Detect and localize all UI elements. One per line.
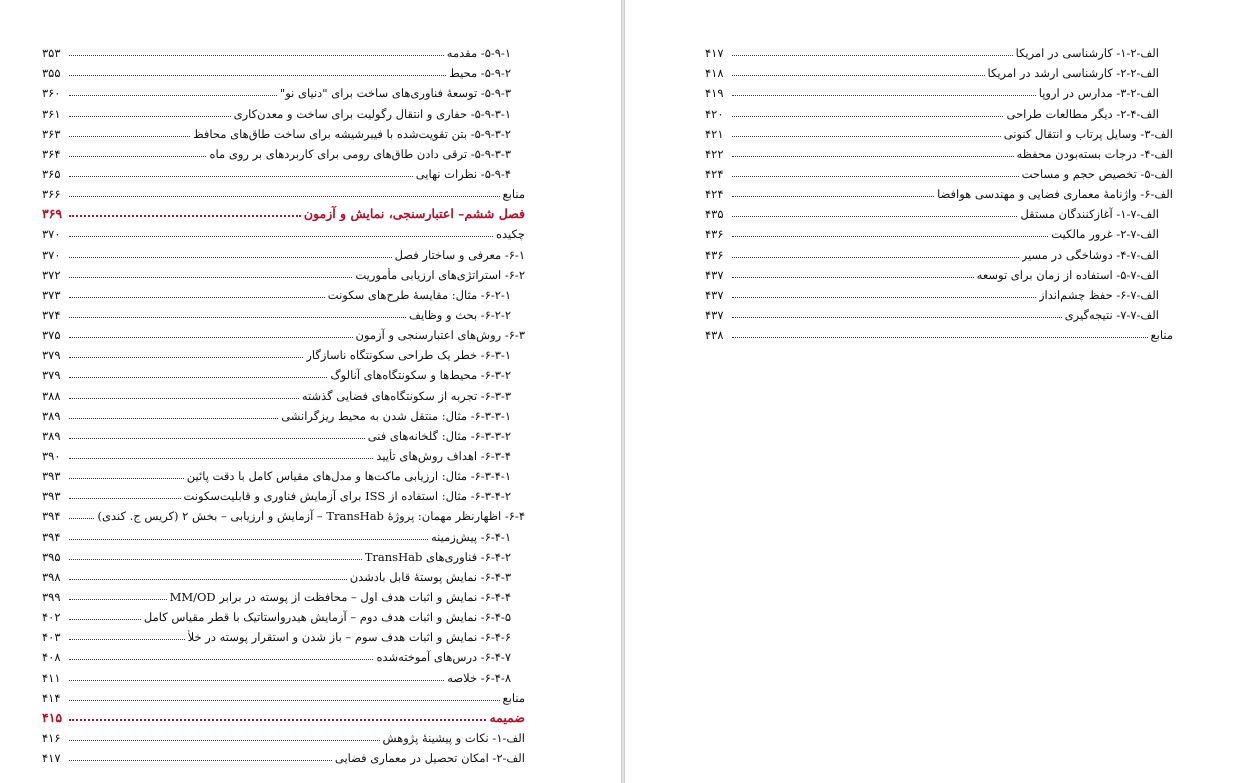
toc-dot-leader <box>69 116 231 117</box>
toc-entry <box>42 161 525 181</box>
toc-entry-title: الف-۶- واژنامهٔ معماری فضایی و مهندسی هوافضا <box>937 187 1173 202</box>
toc-entry-title: ۶-۱- معرفی و ساختار فصل <box>394 247 525 262</box>
toc-page-number: ۳۹۳ <box>42 489 61 504</box>
toc-entry <box>705 161 1173 181</box>
toc-entry <box>705 100 1173 120</box>
toc-dot-leader <box>69 156 206 157</box>
toc-entry <box>42 362 525 382</box>
toc-entry-title: ۶-۴-۷- درس‌های آموخته‌شده <box>376 650 511 665</box>
toc-entry <box>42 564 525 584</box>
toc-entry-title: الف-۲-۳- مدارس در اروپا <box>1038 86 1159 101</box>
toc-entry-title: ۶-۴-۳- نمایش پوستهٔ قابل بادشدن <box>349 569 511 584</box>
toc-dot-leader <box>69 458 373 459</box>
toc-page-number: ۳۹۴ <box>42 529 61 544</box>
toc-dot-leader <box>732 216 1017 217</box>
toc-dot-leader <box>732 297 1036 298</box>
toc-entry <box>42 141 525 161</box>
toc-entry-title: الف-۷-۵- استفاده از زمان برای توسعه <box>976 267 1159 282</box>
toc-dot-leader <box>69 75 446 76</box>
toc-page-number: ۴۱۴ <box>42 690 61 705</box>
toc-page-number: ۳۹۵ <box>42 549 61 564</box>
toc-dot-leader <box>69 680 444 681</box>
toc-entry-title: ۵-۹-۴- نظرات نهایی <box>415 166 511 181</box>
toc-dot-leader <box>69 215 301 217</box>
toc-entry <box>705 60 1173 80</box>
toc-dot-leader <box>732 236 1048 237</box>
toc-entry <box>42 221 525 241</box>
toc-entry-title: ۵-۹-۱- مقدمه <box>446 46 511 61</box>
toc-page-number: ۳۶۵ <box>42 166 61 181</box>
toc-dot-leader <box>69 257 392 258</box>
toc-entry-title: ۶-۴-۴- نمایش و اثبات هدف اول – محافظت از پوسته در برابر MM/OD <box>169 589 511 604</box>
toc-entry-title: ۶-۳-۳-۲- مثال: گلخانه‌های فنی <box>367 428 511 443</box>
toc-page-number: ۴۱۸ <box>705 66 724 81</box>
toc-entry <box>42 463 525 483</box>
toc-dot-leader <box>732 55 1013 56</box>
toc-entry-title: الف-۷-۷- نتیجه‌گیری <box>1064 307 1159 322</box>
toc-entry <box>705 181 1173 201</box>
toc-entry-title: ۵-۹-۳-۲- بتن تقویت‌شده با فیبرشیشه برای ساخت طاق‌های محافظ <box>192 126 511 141</box>
toc-entry-title: ۶-۳- روش‌های اعتبارسنجی و آزمون <box>355 328 525 343</box>
toc-page-number: ۳۸۹ <box>42 428 61 443</box>
toc-dot-leader <box>69 277 352 278</box>
toc-entry <box>705 282 1173 302</box>
toc-entry-title: ۵-۹-۳-۳- ترقی دادن طاق‌های رومی برای کاربردهای بر روی ماه <box>209 146 511 161</box>
toc-dot-leader <box>69 639 185 640</box>
toc-page-number: ۴۳۶ <box>705 247 724 262</box>
toc-entry <box>42 342 525 362</box>
toc-dot-leader <box>732 196 934 197</box>
toc-page-number: ۴۳۶ <box>705 227 724 242</box>
toc-page-number: ۴۰۳ <box>42 630 61 645</box>
toc-entry <box>705 201 1173 221</box>
toc-entry-title: ۶-۳-۲- محیط‌ها و سکونتگاه‌های آنالوگ <box>330 368 511 383</box>
toc-dot-leader <box>69 317 406 318</box>
toc-entry-title: الف-۲-۲- کارشناسی ارشد در امریکا <box>987 66 1159 81</box>
toc-entry <box>42 685 525 705</box>
toc-entry <box>705 141 1173 161</box>
toc-dot-leader <box>69 337 353 338</box>
toc-entry <box>705 80 1173 100</box>
toc-dot-leader <box>69 498 181 499</box>
toc-entry-title: فصل ششم– اعتبارسنجی، نمایش و آزمون <box>303 206 525 222</box>
toc-list-left <box>42 40 525 765</box>
toc-entry <box>42 664 525 684</box>
toc-dot-leader <box>69 539 428 540</box>
toc-page-number: ۴۱۶ <box>42 730 61 745</box>
toc-page-number: ۳۹۸ <box>42 569 61 584</box>
toc-chapter-heading <box>42 201 525 221</box>
toc-page-number: ۳۷۲ <box>42 267 61 282</box>
toc-entry <box>705 322 1173 342</box>
toc-entry <box>42 423 525 443</box>
toc-dot-leader <box>732 277 974 278</box>
toc-page-number: ۴۱۹ <box>705 86 724 101</box>
toc-entry <box>42 745 525 765</box>
toc-entry <box>705 121 1173 141</box>
toc-page-number: ۳۹۴ <box>42 509 61 524</box>
toc-entry-title: ۶-۳-۴-۲- مثال: استفاده از ISS برای آزمایش فناوری و قابلیت‌سکونت <box>183 489 511 504</box>
toc-dot-leader <box>732 337 1148 338</box>
toc-dot-leader <box>732 116 1003 117</box>
toc-page-number: ۳۵۵ <box>42 66 61 81</box>
toc-entry-title: ۵-۹-۲- محیط <box>449 66 511 81</box>
toc-entry-title: منابع <box>1150 328 1173 343</box>
toc-page-number: ۳۶۴ <box>42 146 61 161</box>
toc-entry <box>42 604 525 624</box>
toc-entry-title: ۶-۴- اظهارنظر مهمان: پروژهٔ TransHab – آزمایش و ارزیابی – بخش ۲ (کریس ج. کندی) <box>97 509 525 524</box>
toc-page-number: ۴۳۷ <box>705 287 724 302</box>
toc-page-number: ۳۹۹ <box>42 589 61 604</box>
toc-entry <box>42 60 525 80</box>
toc-dot-leader <box>69 377 327 378</box>
toc-dot-leader <box>69 518 94 519</box>
toc-entry <box>705 302 1173 322</box>
toc-dot-leader <box>69 478 184 479</box>
toc-dot-leader <box>732 156 1014 157</box>
toc-entry <box>42 80 525 100</box>
toc-entry-title: الف-۱- نکات و پیشینهٔ پژوهش <box>382 730 525 745</box>
toc-dot-leader <box>69 196 500 197</box>
toc-entry <box>42 403 525 423</box>
toc-page-number: ۳۷۹ <box>42 348 61 363</box>
toc-page-number: ۳۷۳ <box>42 287 61 302</box>
toc-dot-leader <box>69 297 325 298</box>
toc-page-number: ۳۵۳ <box>42 46 61 61</box>
toc-entry <box>705 241 1173 261</box>
toc-entry-title: الف-۷-۴- دوشاخگی در مسیر <box>1021 247 1159 262</box>
toc-entry <box>42 584 525 604</box>
toc-page-number: ۳۶۹ <box>42 206 63 222</box>
toc-entry-title: ۵-۹-۳-۱- حفاری و انتقال رگولیت برای ساخت و معدن‌کاری <box>233 106 511 121</box>
toc-entry-title: ۶-۳-۴- اهداف روش‌های تأیید <box>376 448 511 463</box>
toc-entry <box>705 221 1173 241</box>
toc-page-number: ۴۱۷ <box>42 751 61 766</box>
toc-entry-title: ۶-۳-۴-۱- مثال: ارزیابی ماکت‌ها و مدل‌های مقیاس کامل با دقت پائین <box>186 469 511 484</box>
toc-page-number: ۴۱۵ <box>42 709 63 725</box>
toc-page-number: ۳۶۳ <box>42 126 61 141</box>
toc-dot-leader <box>69 740 380 741</box>
toc-entry-title: الف-۷-۱- آغازکنندگان مستقل <box>1020 207 1159 222</box>
toc-entry-title: الف-۲-۱- کارشناسی در امریکا <box>1015 46 1159 61</box>
toc-entry-title: ۶-۳-۳-۱- مثال: منتقل شدن به محیط ریزگرانشی <box>281 408 511 423</box>
toc-dot-leader <box>732 257 1019 258</box>
toc-entry-title: ۶-۳-۳- تجربه از سکونتگاه‌های فضایی گذشته <box>301 388 511 403</box>
toc-entry-title: منابع <box>502 690 525 705</box>
toc-entry <box>42 121 525 141</box>
toc-entry <box>42 282 525 302</box>
toc-entry-title: منابع <box>502 187 525 202</box>
toc-dot-leader <box>732 75 985 76</box>
toc-chapter-heading <box>42 705 525 725</box>
toc-page-number: ۳۸۸ <box>42 388 61 403</box>
toc-page-number: ۴۲۰ <box>705 106 724 121</box>
toc-page-number: ۳۷۰ <box>42 227 61 242</box>
toc-entry-title: الف-۳- وسایل پرتاب و انتقال کنونی <box>1003 126 1173 141</box>
toc-page-number: ۴۲۱ <box>705 126 724 141</box>
toc-entry-title: ۶-۲- استراتژی‌های ارزیابی مأموریت <box>355 267 525 282</box>
toc-dot-leader <box>69 719 486 721</box>
toc-entry <box>42 181 525 201</box>
toc-entry-title: ۶-۴-۵- نمایش و اثبات هدف دوم – آزمایش هیدرواستاتیک با قطر مقیاس کامل <box>143 610 511 625</box>
toc-entry <box>705 262 1173 282</box>
toc-entry <box>42 100 525 120</box>
toc-entry-title: ۵-۹-۳- توسعهٔ فناوری‌های ساخت برای "دنیای نو" <box>279 86 511 101</box>
toc-page-number: ۳۶۶ <box>42 187 61 202</box>
toc-page-number: ۴۲۴ <box>705 187 724 202</box>
toc-page-number: ۴۲۲ <box>705 146 724 161</box>
toc-dot-leader <box>69 236 493 237</box>
toc-dot-leader <box>69 176 413 177</box>
toc-entry <box>42 644 525 664</box>
toc-entry-title: الف-۲- امکان تحصیل در معماری فضایی <box>334 751 525 766</box>
toc-dot-leader <box>69 398 299 399</box>
toc-page-number: ۴۱۷ <box>705 46 724 61</box>
toc-entry-title: ضمیمه <box>489 709 525 725</box>
toc-entry-title: چکیده <box>496 227 525 242</box>
toc-entry-title: ۶-۲-۲- بحث و وظایف <box>409 307 511 322</box>
toc-dot-leader <box>69 95 277 96</box>
toc-entry <box>42 382 525 402</box>
toc-dot-leader <box>69 700 500 701</box>
toc-page-number: ۳۷۰ <box>42 247 61 262</box>
toc-entry-title: ۶-۴-۱- پیش‌زمینه <box>430 529 511 544</box>
toc-dot-leader <box>69 438 365 439</box>
toc-entry-title: الف-۷-۶- حفظ چشم‌انداز <box>1038 287 1159 302</box>
toc-entry-title: ۶-۲-۱- مثال: مقایسهٔ طرح‌های سکونت <box>327 287 511 302</box>
toc-page-number: ۳۹۰ <box>42 448 61 463</box>
toc-entry <box>42 725 525 745</box>
toc-entry-title: ۶-۳-۱- خطر یک طراحی سکونتگاه ناسازگار <box>306 348 511 363</box>
toc-entry-title: ۶-۴-۶- نمایش و اثبات هدف سوم – باز شدن و استقرار پوسته در خلأ <box>187 630 511 645</box>
toc-entry <box>42 443 525 463</box>
toc-dot-leader <box>732 136 1001 137</box>
toc-entry <box>42 503 525 523</box>
toc-dot-leader <box>69 559 362 560</box>
toc-dot-leader <box>732 176 1019 177</box>
toc-page-number: ۴۰۲ <box>42 610 61 625</box>
toc-page-number: ۴۲۴ <box>705 166 724 181</box>
toc-entry-title: الف-۷-۲- غرور مالکیت <box>1051 227 1159 242</box>
toc-entry <box>42 322 525 342</box>
toc-dot-leader <box>732 95 1036 96</box>
toc-entry <box>42 483 525 503</box>
toc-dot-leader <box>69 659 373 660</box>
toc-entry <box>42 262 525 282</box>
toc-page-number: ۳۸۹ <box>42 408 61 423</box>
toc-page-number: ۴۱۱ <box>42 670 61 685</box>
toc-dot-leader <box>69 760 332 761</box>
toc-page-number: ۳۷۵ <box>42 328 61 343</box>
toc-page-number: ۳۹۳ <box>42 469 61 484</box>
toc-entry <box>42 544 525 564</box>
toc-dot-leader <box>69 579 347 580</box>
toc-page-number: ۴۰۸ <box>42 650 61 665</box>
toc-page-number: ۳۶۱ <box>42 106 61 121</box>
toc-entry-title: ۶-۴-۸- خلاصه <box>447 670 511 685</box>
toc-dot-leader <box>732 317 1062 318</box>
toc-entry <box>42 241 525 261</box>
toc-dot-leader <box>69 599 167 600</box>
toc-list-right <box>705 40 1173 342</box>
toc-page-number: ۴۳۷ <box>705 267 724 282</box>
toc-dot-leader <box>69 619 141 620</box>
toc-dot-leader <box>69 55 444 56</box>
toc-page-number: ۴۳۵ <box>705 207 724 222</box>
toc-entry <box>42 523 525 543</box>
toc-entry-title: الف-۴-۲- دیگر مطالعات طراحی <box>1006 106 1159 121</box>
toc-page-number: ۳۷۴ <box>42 307 61 322</box>
toc-entry-title: الف-۴- درجات بسته‌بودن محفظه <box>1016 146 1173 161</box>
toc-dot-leader <box>69 357 303 358</box>
toc-entry <box>42 302 525 322</box>
toc-dot-leader <box>69 418 278 419</box>
right-page <box>625 0 1235 783</box>
toc-entry <box>42 624 525 644</box>
toc-entry-title: الف-۵- تخصیص حجم و مساحت <box>1021 166 1173 181</box>
toc-entry <box>42 40 525 60</box>
toc-page-number: ۳۶۰ <box>42 86 61 101</box>
toc-page-number: ۴۳۷ <box>705 307 724 322</box>
toc-page-number: ۳۷۹ <box>42 368 61 383</box>
toc-page-number: ۴۳۸ <box>705 328 724 343</box>
toc-entry-title: ۶-۴-۲- فناوری‌های TransHab <box>364 549 511 564</box>
toc-entry <box>705 40 1173 60</box>
toc-dot-leader <box>69 136 190 137</box>
